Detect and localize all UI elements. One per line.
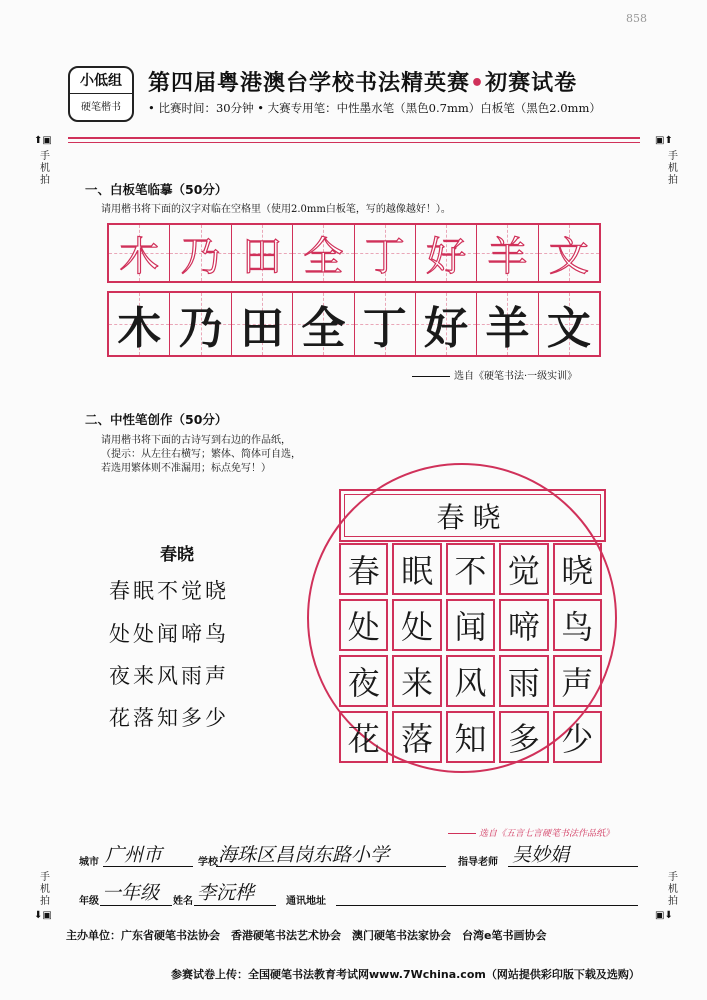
work-char: 花 <box>339 711 388 763</box>
model-char: 文 <box>548 233 589 280</box>
model-char: 丁 <box>364 233 405 280</box>
model-cell <box>170 225 231 281</box>
school-label: 学校 <box>198 857 218 868</box>
name-label: 姓名 <box>173 896 193 907</box>
work-char: 春 <box>339 543 388 595</box>
camera-icon: ⬆▣ <box>34 135 52 146</box>
model-char-grid <box>107 223 601 283</box>
model-cell <box>539 225 599 281</box>
poem-title: 春晓 <box>160 545 194 565</box>
work-char: 晓 <box>553 543 602 595</box>
work-char: 风 <box>446 655 495 707</box>
corner-number: 858 <box>626 12 647 25</box>
model-cell <box>416 225 477 281</box>
poem-line: 花落知多少 <box>109 706 229 730</box>
model-char: 木 <box>119 233 160 280</box>
work-char: 夜 <box>339 655 388 707</box>
written-cell <box>293 293 354 355</box>
written-cell <box>170 293 231 355</box>
model-cell <box>232 225 293 281</box>
work-char: 落 <box>392 711 441 763</box>
organizers-line: 主办单位：广东省硬笔书法协会 香港硬笔书法艺术协会 澳门硬笔书法家协会 台湾e笔书画协会 <box>66 929 547 942</box>
teacher-field[interactable]: 吴妙娟 <box>512 844 570 866</box>
poem-line: 春眠不觉晓 <box>109 579 229 603</box>
section2-instruction-line: 若选用繁体则不准漏用；标点免写！） <box>101 463 271 474</box>
name-underline <box>194 905 276 906</box>
city-underline <box>103 866 193 867</box>
written-cell <box>416 293 477 355</box>
written-cell <box>539 293 599 355</box>
written-cell <box>232 293 293 355</box>
title-main: 第四届粤港澳台学校书法精英赛 <box>148 71 471 96</box>
side-label-top-left: 手机拍 <box>40 151 50 186</box>
written-cell <box>477 293 538 355</box>
work-char: 觉 <box>499 543 548 595</box>
work-char: 雨 <box>499 655 548 707</box>
written-cell <box>355 293 416 355</box>
work-char: 处 <box>339 599 388 651</box>
work-title: 春晓 <box>436 500 509 534</box>
work-char: 来 <box>392 655 441 707</box>
written-char: 木 <box>117 303 162 354</box>
model-cell <box>293 225 354 281</box>
section2-instruction-line: （提示：从左往右横写；繁体、简体可自选， <box>101 449 301 460</box>
model-char: 田 <box>241 233 282 280</box>
model-char: 全 <box>303 233 344 280</box>
written-char: 丁 <box>362 303 407 354</box>
page-title <box>148 66 577 97</box>
work-char: 眠 <box>392 543 441 595</box>
work-char: 处 <box>392 599 441 651</box>
work-char: 知 <box>446 711 495 763</box>
camera-icon: ▣⬇ <box>655 910 673 921</box>
exam-rules: • 比赛时间：30分钟 • 大赛专用笔：中性墨水笔（黑色0.7mm）白板笔（黑色2.0mm） <box>148 101 601 115</box>
badge-style-label: 硬笔楷书 <box>81 102 121 113</box>
name-field[interactable]: 李沅桦 <box>197 882 255 904</box>
written-cell <box>109 293 170 355</box>
model-char: 羊 <box>487 233 528 280</box>
poem-line: 处处闻啼鸟 <box>109 622 229 646</box>
camera-icon: ⬇▣ <box>34 910 52 921</box>
title-tail: 初赛试卷 <box>485 71 578 96</box>
address-label: 通讯地址 <box>286 896 326 907</box>
section2-instruction-line: 请用楷书将下面的古诗写到右边的作品纸， <box>101 435 291 446</box>
work-char: 不 <box>446 543 495 595</box>
written-char: 田 <box>239 303 284 354</box>
school-field[interactable]: 海珠区昌岗东路小学 <box>218 844 390 866</box>
section2-source-text: 选自《五言七言硬笔书法作品纸》 <box>479 829 615 839</box>
written-char: 好 <box>424 303 469 354</box>
written-char-grid <box>107 291 601 357</box>
section1-heading: 一、白板笔临摹（50分） <box>85 182 228 197</box>
group-badge <box>68 66 134 122</box>
work-char: 少 <box>553 711 602 763</box>
grade-label: 年级 <box>79 896 99 907</box>
address-underline <box>336 905 638 906</box>
work-char: 声 <box>553 655 602 707</box>
section2-source <box>448 826 614 839</box>
section1-instruction: 请用楷书将下面的汉字对临在空格里（使用2.0mm白板笔，写的越像越好！）。 <box>101 204 451 215</box>
grade-field[interactable]: 一年级 <box>102 882 160 904</box>
model-cell <box>109 225 170 281</box>
section1-source <box>412 367 577 382</box>
section1-source-text: 选自《硬笔书法·一级实训》 <box>454 371 578 382</box>
camera-icon: ▣⬆ <box>655 135 673 146</box>
upload-info-line: 参赛试卷上传：全国硬笔书法教育考试网www.7Wchina.com（网站提供彩印版下载及选购） <box>171 968 640 981</box>
school-underline <box>216 866 446 867</box>
side-label-top-right: 手机拍 <box>668 151 678 186</box>
written-char: 全 <box>301 303 346 354</box>
work-title-inner-border <box>344 494 601 537</box>
poem-line: 夜来风雨声 <box>109 664 229 688</box>
grade-underline <box>100 905 172 906</box>
model-cell <box>355 225 416 281</box>
model-char: 乃 <box>180 233 221 280</box>
side-label-bottom-right: 手机拍 <box>668 872 678 907</box>
written-char: 乃 <box>178 303 223 354</box>
work-title-box <box>339 489 606 542</box>
teacher-label: 指导老师 <box>458 857 498 868</box>
work-char: 鸟 <box>553 599 602 651</box>
title-dot: • <box>470 71 486 96</box>
city-label: 城市 <box>79 857 99 868</box>
work-char: 闻 <box>446 599 495 651</box>
header-rule-thin <box>68 142 640 143</box>
written-char: 文 <box>546 303 591 354</box>
badge-divider <box>70 93 132 94</box>
work-char: 多 <box>499 711 548 763</box>
model-char: 好 <box>426 233 467 280</box>
work-char-grid <box>339 543 602 763</box>
model-cell <box>477 225 538 281</box>
teacher-underline <box>508 866 638 867</box>
header-rule <box>68 137 640 139</box>
section2-heading: 二、中性笔创作（50分） <box>85 412 228 427</box>
written-char: 羊 <box>485 303 530 354</box>
city-field[interactable]: 广州市 <box>105 844 163 866</box>
work-char: 啼 <box>499 599 548 651</box>
badge-group-label: 小低组 <box>80 73 122 89</box>
side-label-bottom-left: 手机拍 <box>40 872 50 907</box>
